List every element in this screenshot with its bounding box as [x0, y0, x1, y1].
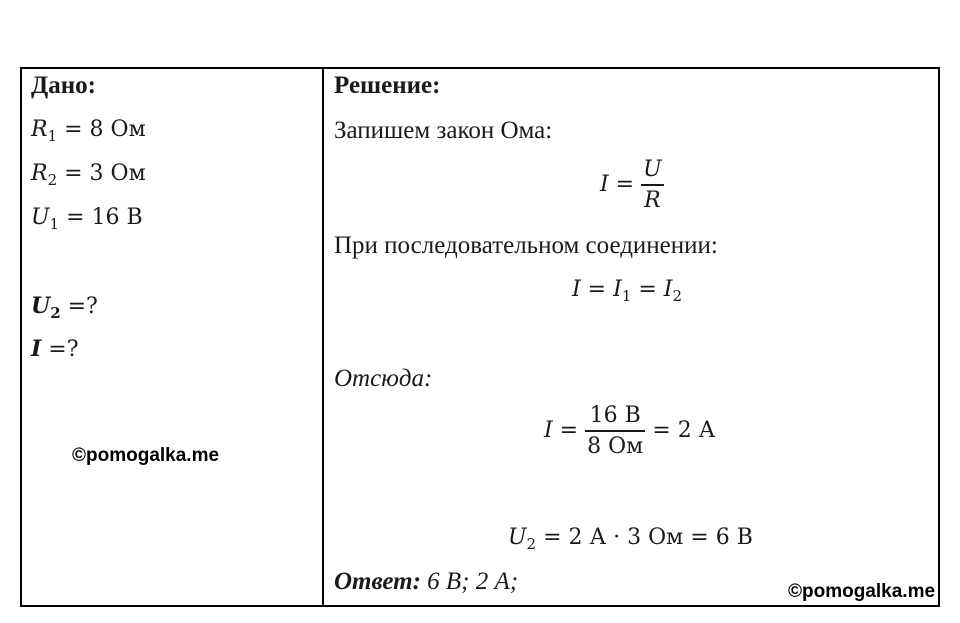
- calc-i-fraction: [585, 403, 645, 459]
- series-intro: При последовательном соединении:: [334, 232, 718, 259]
- calc-u2-symbol: U: [508, 525, 527, 550]
- r1-symbol: R: [31, 117, 48, 142]
- u2-subscript: 2: [50, 304, 61, 322]
- answer-line: [334, 568, 518, 596]
- ohm-law-intro: Запишем закон Ома:: [334, 117, 553, 144]
- calc-u2-subscript: 2: [526, 535, 537, 553]
- answer-label: Ответ:: [334, 568, 421, 595]
- series-sub-1: 1: [621, 287, 632, 305]
- calc-i-lhs: I =: [544, 418, 579, 443]
- hence-label: Отсюда:: [334, 365, 433, 392]
- ohm-fraction: [641, 157, 664, 213]
- given-header: Дано:: [31, 72, 96, 99]
- calc-i-numerator: 16 В: [585, 403, 645, 432]
- given-r2: [31, 161, 146, 189]
- given-u1: [31, 205, 143, 233]
- r2-subscript: 2: [47, 171, 58, 189]
- watermark-right: ©pomogalka.me: [788, 581, 936, 602]
- i-question: =?: [48, 337, 79, 362]
- answer-value: 6 В; 2 А;: [420, 568, 519, 595]
- column-divider: [322, 69, 324, 605]
- r1-value: = 8 Ом: [64, 117, 146, 142]
- i-symbol: I: [31, 336, 42, 362]
- solution-table: [20, 67, 940, 607]
- calc-i-denominator: 8 Ом: [587, 434, 644, 459]
- watermark-left: ©pomogalka.me: [72, 445, 220, 466]
- r1-subscript: 1: [47, 127, 58, 145]
- calc-i-rhs: = 2 А: [652, 418, 716, 443]
- ohm-law-formula: [600, 157, 664, 213]
- u1-value: = 16 В: [66, 205, 143, 230]
- series-part-a: I = I: [572, 277, 622, 302]
- series-part-b: = I: [631, 277, 673, 302]
- u1-symbol: U: [31, 205, 50, 230]
- calc-u2-rest: = 2 А · 3 Ом = 6 В: [536, 525, 753, 550]
- solution-header: Решение:: [334, 72, 441, 99]
- given-r1: [31, 117, 146, 145]
- find-i: [31, 336, 79, 362]
- series-formula: [572, 277, 682, 305]
- u2-symbol: U: [31, 293, 51, 319]
- u2-question: =?: [67, 294, 98, 319]
- ohm-lhs: I =: [600, 172, 635, 197]
- r2-value: = 3 Ом: [64, 161, 146, 186]
- u1-subscript: 1: [49, 215, 60, 233]
- current-calculation: [544, 403, 715, 459]
- ohm-numerator: U: [641, 157, 664, 186]
- ohm-denominator: R: [644, 188, 661, 213]
- voltage-calculation: [508, 525, 753, 553]
- series-sub-2: 2: [672, 287, 683, 305]
- find-u2: [31, 293, 98, 322]
- r2-symbol: R: [31, 161, 48, 186]
